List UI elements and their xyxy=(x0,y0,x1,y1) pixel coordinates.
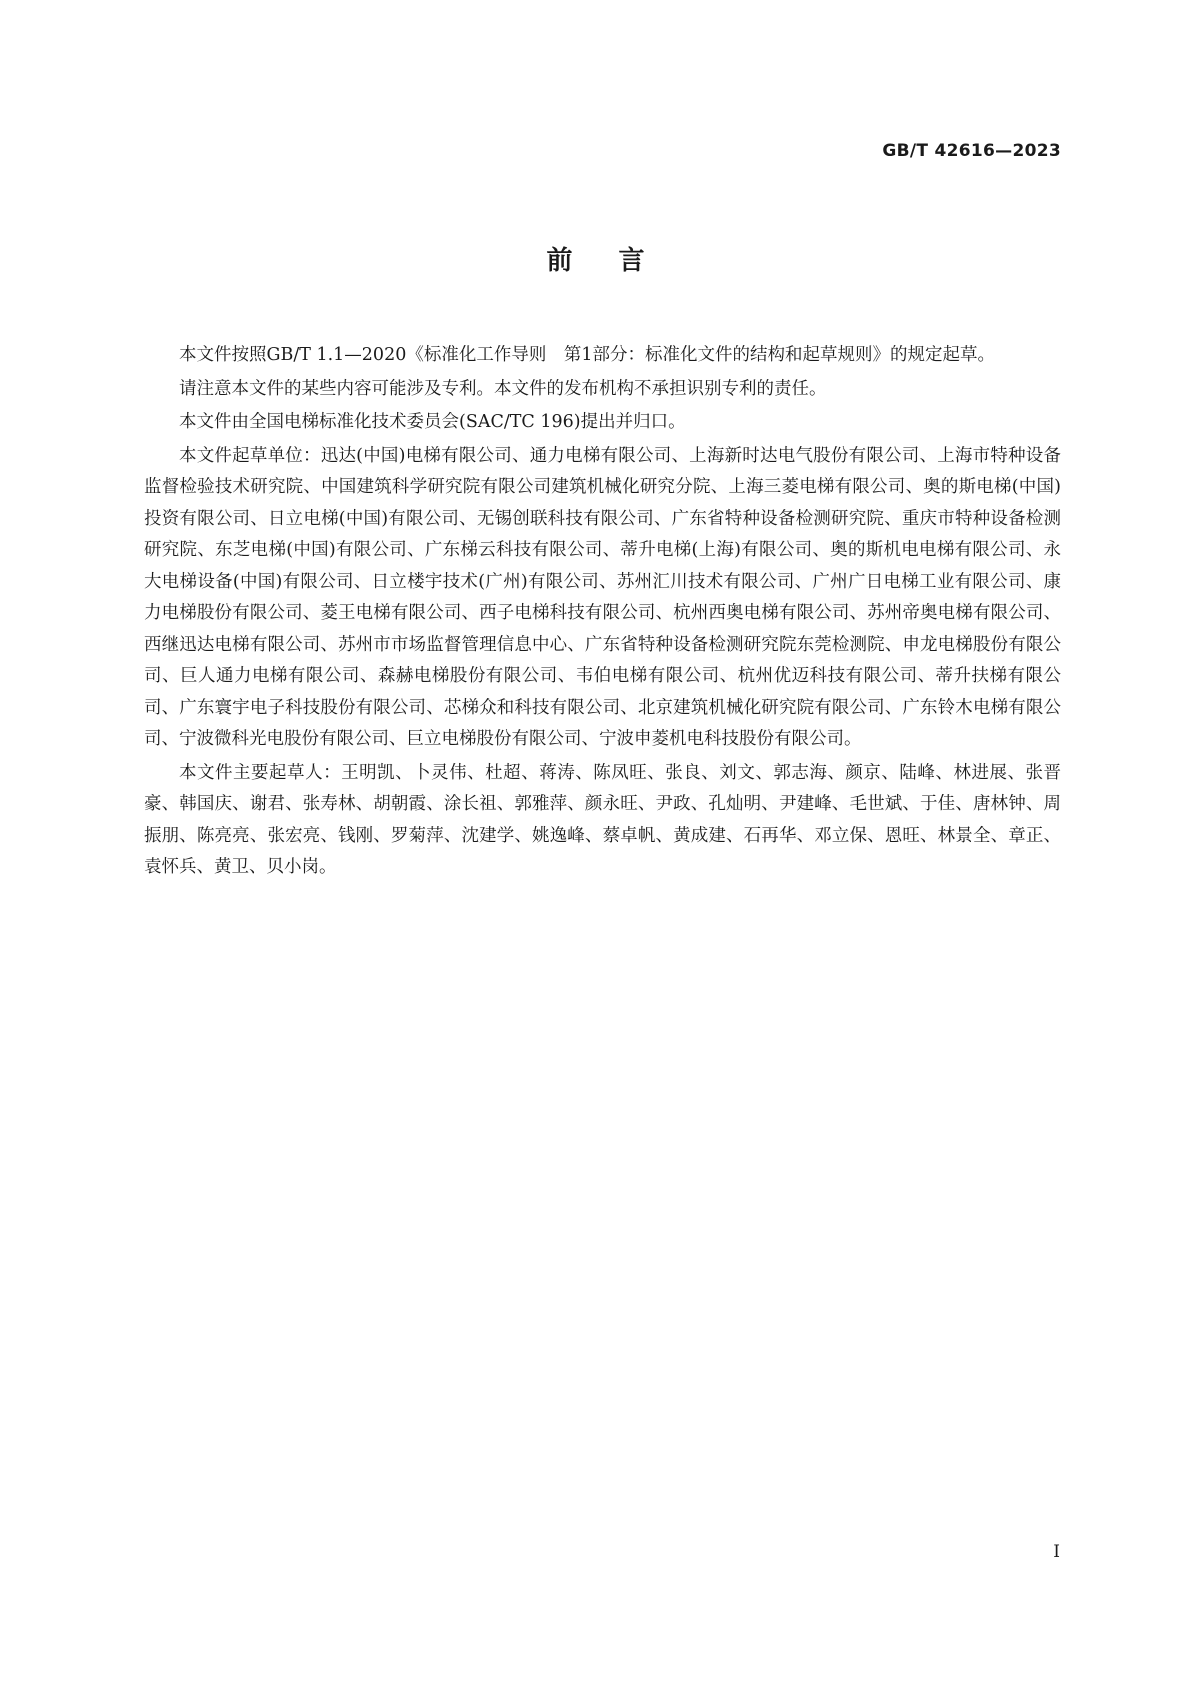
paragraph-drafting-basis: 本文件按照GB/T 1.1—2020《标准化工作导则 第1部分：标准化文件的结构和起草规则》的规定起草。 xyxy=(179,345,995,365)
standard-number: GB/T 42616—2023 xyxy=(882,141,1061,161)
paragraph-proposer: 本文件由全国电梯标准化技术委员会(SAC/TC 196)提出并归口。 xyxy=(179,412,686,432)
page-number: I xyxy=(1053,1542,1060,1562)
paragraph-patent-notice: 请注意本文件的某些内容可能涉及专利。本文件的发布机构不承担识别专利的责任。 xyxy=(179,378,827,399)
page-title: 前言 xyxy=(546,246,691,276)
paragraph-drafters: 本文件主要起草人：王明凯、卜灵伟、杜超、蒋涛、陈凤旺、张良、刘文、郭志海、颜京、陆峰、林进展、张晋豪、韩国庆、谢君、张寿林、胡朝霞、涂长祖、郭雅萍、颜永旺、尹政、孔灿明、尹建峰、毛世斌、于佳、唐林钟、周振朋、陈亮亮、张宏亮、钱刚、罗菊萍、沈建学、姚逸峰、蔡卓帆、黄成建、石再华、邓立保、恩旺、林景全、章正、袁怀兵、黄卫、贝小岗。 xyxy=(144,762,1061,877)
paragraph-drafting-units: 本文件起草单位：迅达(中国)电梯有限公司、通力电梯有限公司、上海新时达电气股份有限公司、上海市特种设备监督检验技术研究院、中国建筑科学研究院有限公司建筑机械化研究分院、上海三菱电梯有限公司、奥的斯电梯(中国)投资有限公司、日立电梯(中国)有限公司、无锡创联科技有限公司、广东省特种设备检测研究院、重庆市特种设备检测研究院、东芝电梯(中国)有限公司、广东梯云科技有限公司、蒂升电梯(上海)有限公司、奥的斯机电电梯有限公司、永大电梯设备(中国)有限公司、日立楼宇技术(广州)有限公司、苏州汇川技术有限公司、广州广日电梯工业有限公司、康力电梯股份有限公司、菱王电梯有限公司、西子电梯科技有限公司、杭州西奥电梯有限公司、苏州帝奥电梯有限公司、西继迅达电梯有限公司、苏州市市场监督管理信息中心、广东省特种设备检测研究院东莞检测院、申龙电梯股份有限公司、巨人通力电梯有限公司、森赫电梯股份有限公司、韦伯电梯有限公司、杭州优迈科技有限公司、蒂升扶梯有限公司、广东寰宇电子科技股份有限公司、芯梯众和科技有限公司、北京建筑机械化研究院有限公司、广东铃木电梯有限公司、宁波微科光电股份有限公司、巨立电梯股份有限公司、宁波申菱机电科技股份有限公司。 xyxy=(144,445,1061,749)
preface-body xyxy=(144,340,1061,886)
